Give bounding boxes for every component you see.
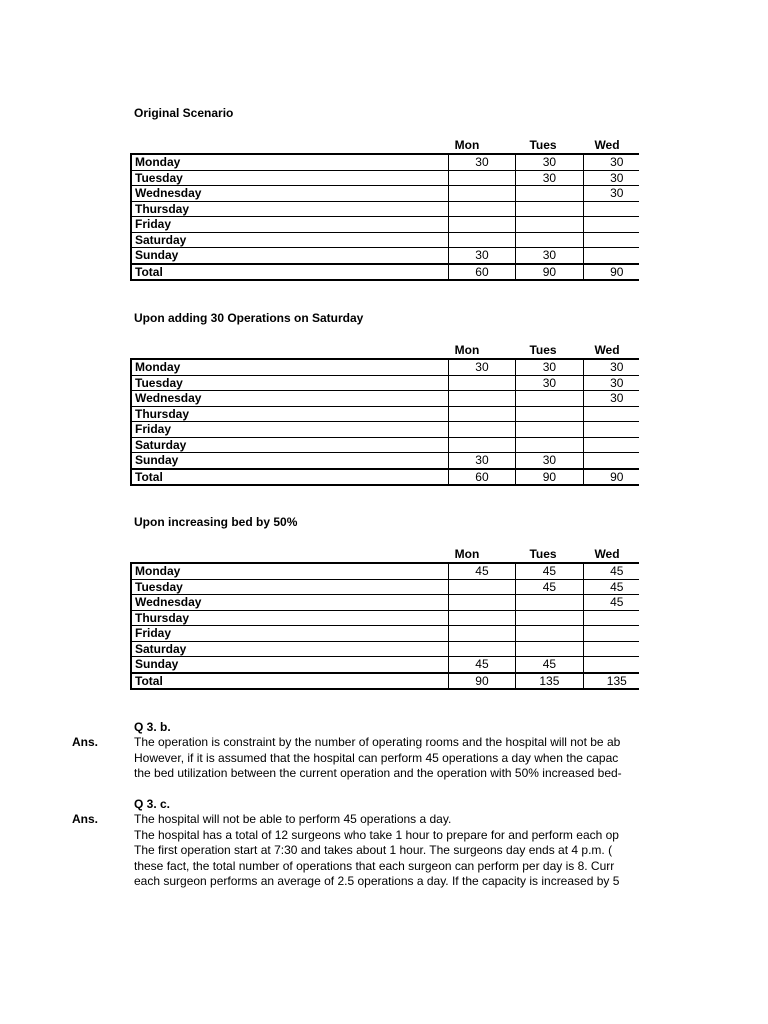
table-row (131, 579, 639, 595)
table-row (131, 610, 639, 626)
value-cell: 45 (583, 563, 639, 579)
row-label: Wednesday (131, 391, 448, 407)
schedule-table-bed-increase (130, 547, 639, 690)
value-cell: 45 (583, 595, 639, 611)
row-label: Sunday (131, 453, 448, 469)
answer-line: The hospital has a total of 12 surgeons who take 1 hour to prepare for and perform each op (134, 827, 619, 842)
answer-text-3c (134, 812, 638, 890)
value-cell (448, 422, 515, 438)
total-row (131, 673, 639, 690)
value-cell (448, 641, 515, 657)
value-cell (516, 595, 583, 611)
value-cell: 30 (448, 248, 515, 264)
section-title-original: Original Scenario (134, 106, 234, 120)
value-cell (516, 232, 583, 248)
row-label: Tuesday (131, 375, 448, 391)
schedule-grid (130, 358, 639, 486)
table-row (131, 595, 639, 611)
value-cell: 45 (516, 563, 583, 579)
header-wed: Wed (594, 343, 620, 357)
value-cell (583, 422, 639, 438)
value-cell (516, 437, 583, 453)
header-tues: Tues (529, 343, 557, 357)
value-cell (583, 641, 639, 657)
schedule-grid (130, 562, 639, 690)
schedule-grid (130, 153, 639, 281)
table-row (131, 170, 639, 186)
value-cell: 30 (583, 154, 639, 170)
value-cell (448, 579, 515, 595)
row-label: Saturday (131, 437, 448, 453)
row-label: Friday (131, 626, 448, 642)
row-label: Sunday (131, 248, 448, 264)
row-label: Wednesday (131, 595, 448, 611)
answer-line: each surgeon performs an average of 2.5 operations a day. If the capacity is increased by 5 (134, 874, 620, 888)
value-cell: 135 (583, 673, 639, 690)
total-row (131, 264, 639, 281)
table-row (131, 248, 639, 264)
value-cell: 45 (448, 563, 515, 579)
value-cell: 45 (583, 579, 639, 595)
value-cell: 135 (516, 673, 583, 690)
day-header-row (130, 138, 639, 153)
value-cell: 30 (583, 170, 639, 186)
row-label: Wednesday (131, 186, 448, 202)
value-cell (448, 232, 515, 248)
header-tues: Tues (529, 547, 557, 561)
value-cell: 45 (516, 579, 583, 595)
value-cell: 30 (516, 359, 583, 375)
value-cell (583, 610, 639, 626)
value-cell: 45 (516, 657, 583, 673)
value-cell (448, 626, 515, 642)
header-tues: Tues (529, 138, 557, 152)
row-label: Total (131, 264, 448, 281)
row-label: Thursday (131, 406, 448, 422)
header-mon: Mon (454, 547, 480, 561)
answer-text-3b (134, 735, 638, 782)
value-cell (516, 626, 583, 642)
value-cell (448, 437, 515, 453)
row-label: Total (131, 469, 448, 486)
value-cell: 60 (448, 469, 515, 486)
table-row (131, 375, 639, 391)
question-label-3c: Q 3. c. (134, 797, 171, 811)
value-cell (583, 657, 639, 673)
value-cell: 90 (516, 264, 583, 281)
row-label: Saturday (131, 641, 448, 657)
value-cell: 30 (516, 248, 583, 264)
total-row (131, 469, 639, 486)
value-cell (583, 453, 639, 469)
row-label: Total (131, 673, 448, 690)
day-header-row (130, 547, 639, 562)
answer-line: The first operation start at 7:30 and takes about 1 hour. The surgeons day ends at 4 p.m. ( (134, 843, 613, 857)
value-cell (516, 610, 583, 626)
value-cell (516, 422, 583, 438)
value-cell (448, 595, 515, 611)
question-label-3b: Q 3. b. (134, 720, 171, 734)
table-row (131, 406, 639, 422)
value-cell: 30 (583, 391, 639, 407)
value-cell (583, 248, 639, 264)
value-cell: 90 (516, 469, 583, 486)
value-cell (583, 232, 639, 248)
value-cell: 30 (516, 170, 583, 186)
table-row (131, 626, 639, 642)
schedule-table-saturday (130, 343, 639, 486)
value-cell (516, 217, 583, 233)
answer-label-3b: Ans. (72, 735, 99, 749)
table-row (131, 391, 639, 407)
row-label: Thursday (131, 201, 448, 217)
header-wed: Wed (594, 547, 620, 561)
value-cell (448, 391, 515, 407)
table-row (131, 186, 639, 202)
row-label: Monday (131, 563, 448, 579)
value-cell (448, 610, 515, 626)
value-cell (583, 626, 639, 642)
value-cell: 90 (448, 673, 515, 690)
table-row (131, 453, 639, 469)
value-cell: 30 (583, 359, 639, 375)
value-cell: 30 (516, 154, 583, 170)
value-cell: 30 (448, 359, 515, 375)
row-label: Sunday (131, 657, 448, 673)
row-label: Monday (131, 359, 448, 375)
row-label: Tuesday (131, 579, 448, 595)
header-wed: Wed (594, 138, 620, 152)
value-cell (583, 437, 639, 453)
value-cell (583, 406, 639, 422)
schedule-table-original (130, 138, 639, 281)
answer-line: the bed utilization between the current operation and the operation with 50% increased bed- (134, 766, 622, 780)
section-title-bed-increase: Upon increasing bed by 50% (134, 515, 298, 529)
answer-line: However, if it is assumed that the hospital can perform 45 operations a day when the capac (134, 750, 619, 765)
table-row (131, 657, 639, 673)
value-cell (583, 201, 639, 217)
value-cell: 60 (448, 264, 515, 281)
row-label: Monday (131, 154, 448, 170)
value-cell: 30 (583, 186, 639, 202)
table-row (131, 232, 639, 248)
value-cell (516, 391, 583, 407)
row-label: Tuesday (131, 170, 448, 186)
value-cell (448, 170, 515, 186)
value-cell: 45 (448, 657, 515, 673)
day-header-row (130, 343, 639, 358)
answer-label-3c: Ans. (72, 812, 99, 826)
value-cell: 90 (583, 469, 639, 486)
row-label: Saturday (131, 232, 448, 248)
answer-line: The operation is constraint by the number of operating rooms and the hospital will not be ab (134, 735, 621, 749)
value-cell (516, 201, 583, 217)
value-cell (583, 217, 639, 233)
row-label: Thursday (131, 610, 448, 626)
value-cell: 90 (583, 264, 639, 281)
value-cell (516, 186, 583, 202)
table-row (131, 641, 639, 657)
row-label: Friday (131, 422, 448, 438)
value-cell (448, 186, 515, 202)
value-cell: 30 (583, 375, 639, 391)
section-title-saturday: Upon adding 30 Operations on Saturday (134, 311, 364, 325)
value-cell (516, 641, 583, 657)
value-cell (448, 201, 515, 217)
table-row (131, 201, 639, 217)
value-cell: 30 (448, 154, 515, 170)
table-row (131, 563, 639, 579)
table-row (131, 422, 639, 438)
value-cell: 30 (516, 375, 583, 391)
answer-line: these fact, the total number of operations that each surgeon can perform per day is 8. Curr (134, 858, 615, 873)
value-cell (516, 406, 583, 422)
header-mon: Mon (454, 138, 480, 152)
header-mon: Mon (454, 343, 480, 357)
table-row (131, 359, 639, 375)
value-cell (448, 406, 515, 422)
row-label: Friday (131, 217, 448, 233)
value-cell (448, 375, 515, 391)
value-cell: 30 (516, 453, 583, 469)
value-cell: 30 (448, 453, 515, 469)
table-row (131, 437, 639, 453)
table-row (131, 217, 639, 233)
table-row (131, 154, 639, 170)
answer-line: The hospital will not be able to perform 45 operations a day. (134, 812, 452, 826)
value-cell (448, 217, 515, 233)
